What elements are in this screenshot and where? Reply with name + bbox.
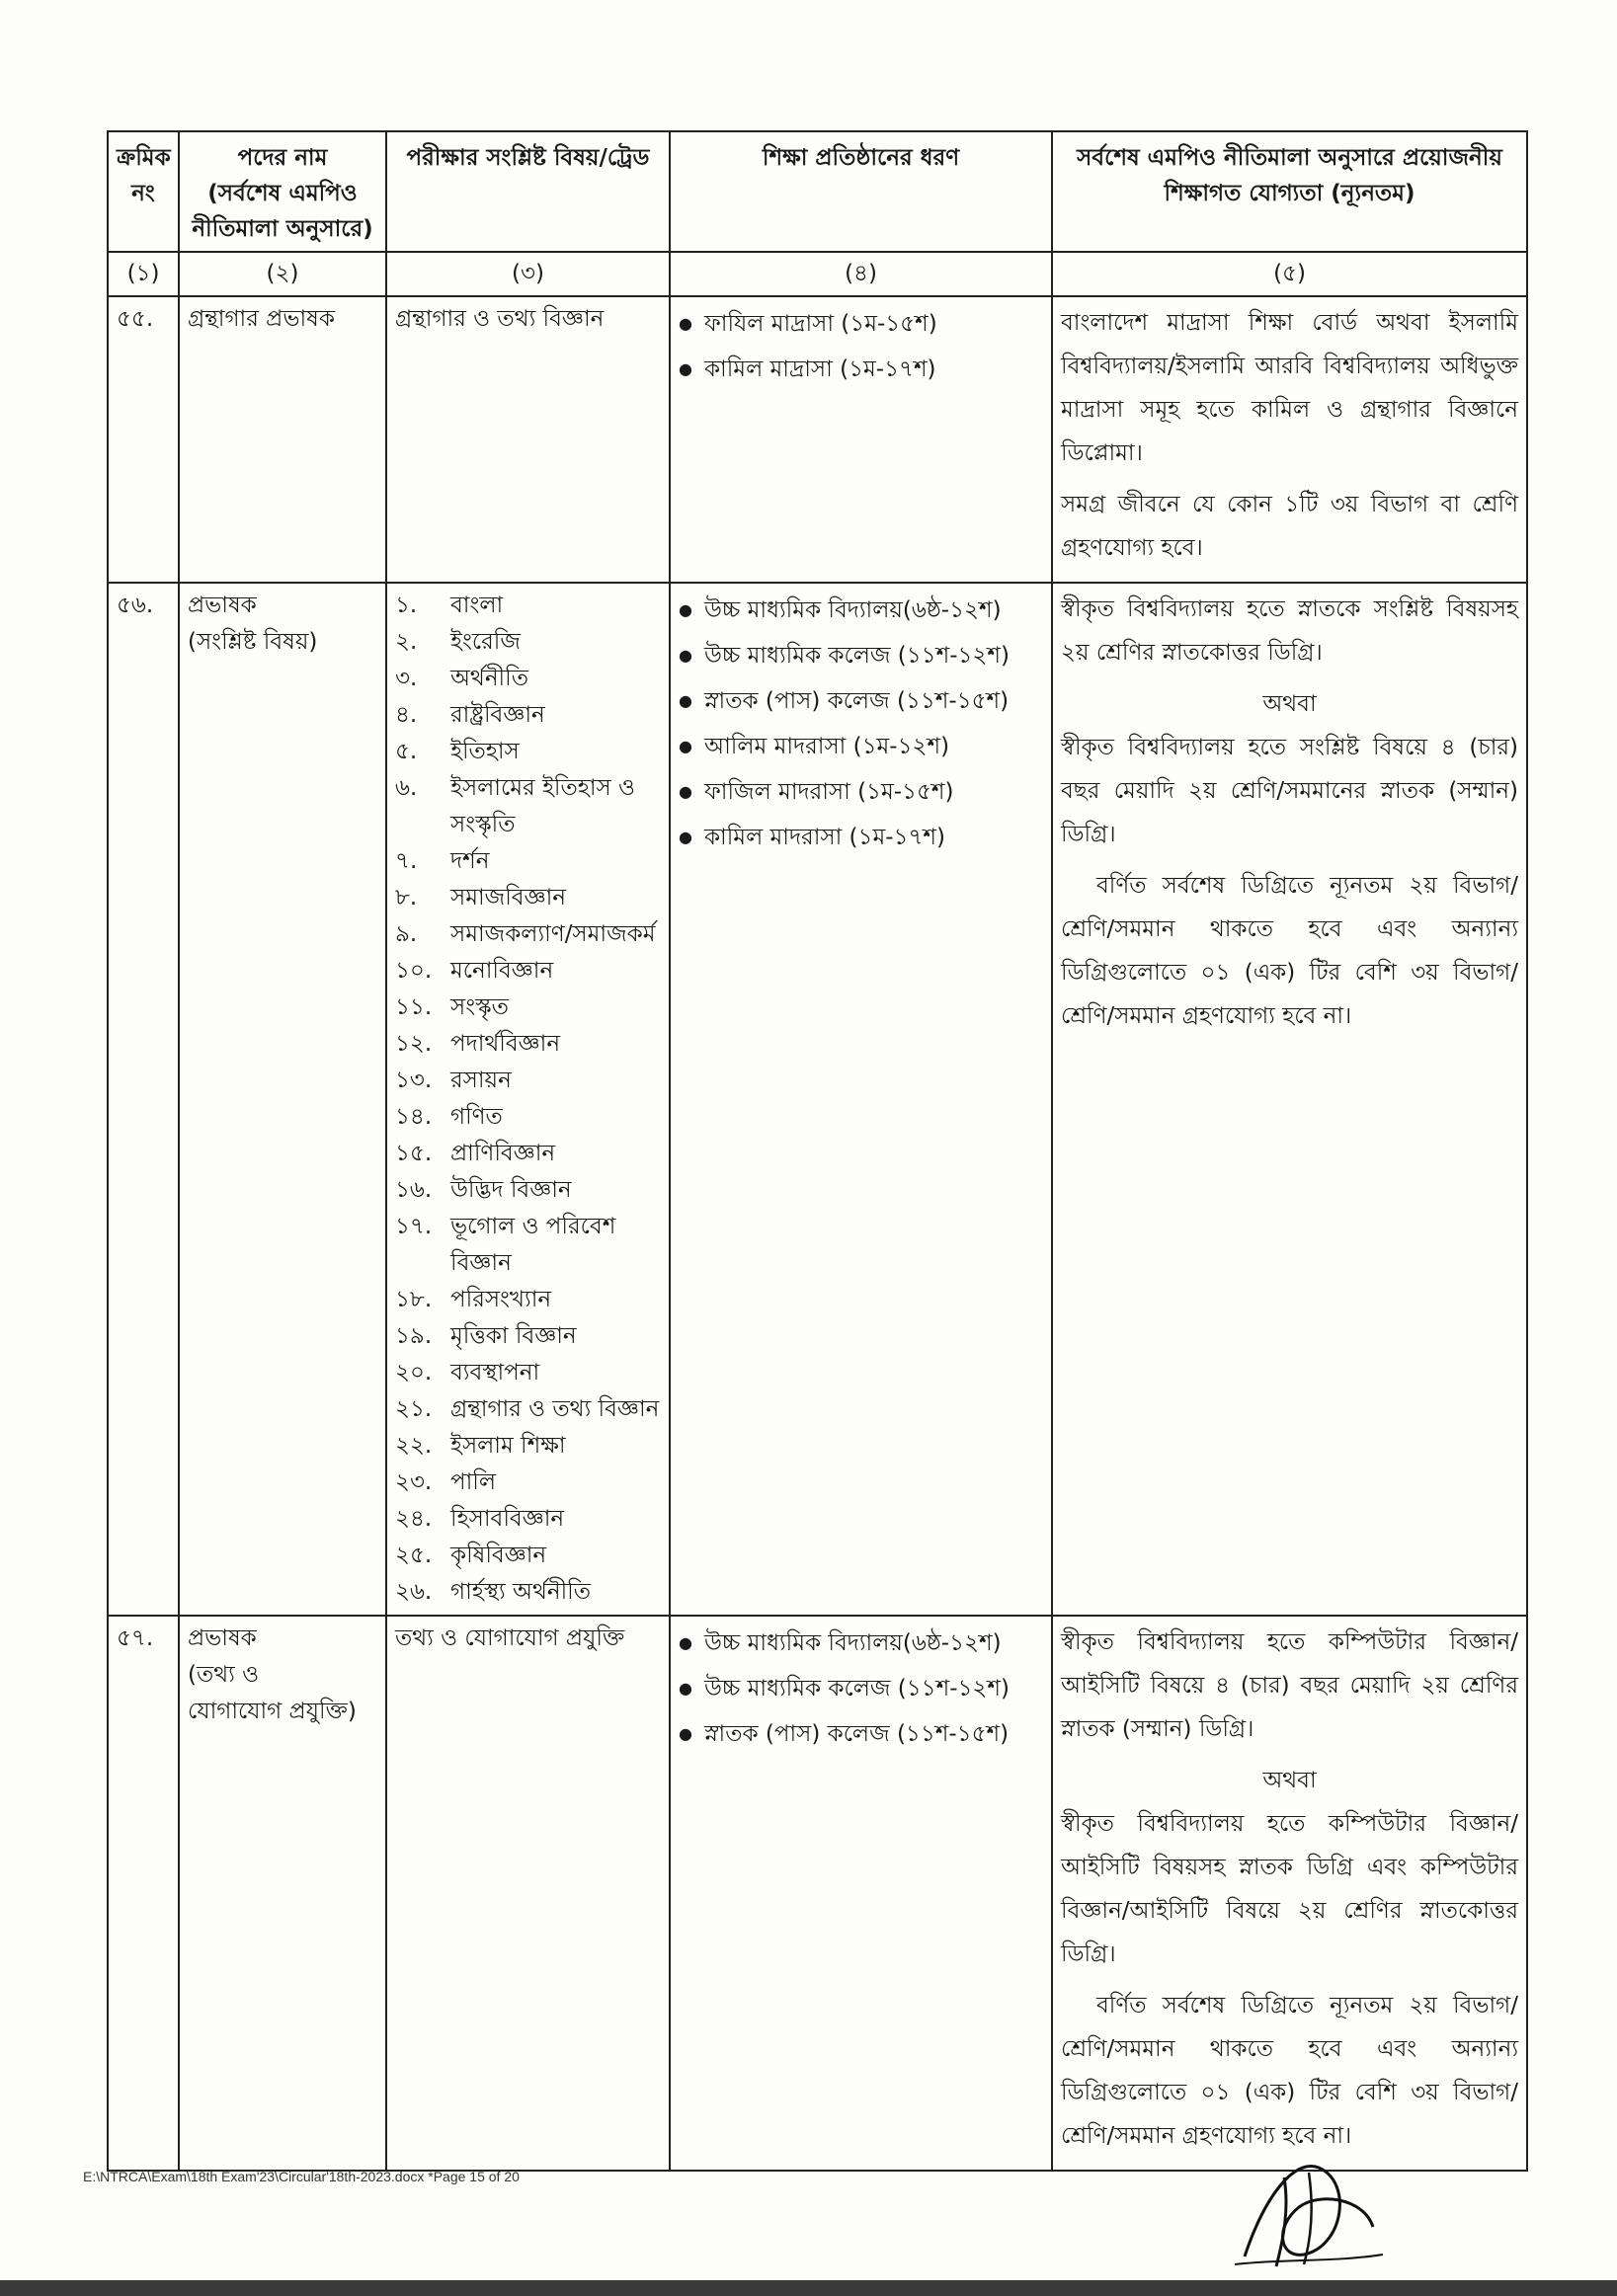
subject-cell — [386, 1616, 670, 2171]
header-line: শিক্ষাগত যোগ্যতা (ন্যূনতম) — [1164, 181, 1415, 206]
subject-number: ২৪. — [395, 1506, 433, 1532]
subject-name: তথ্য ও যোগাযোগ প্রযুক্তি — [395, 1625, 625, 1651]
subject-number: ২০. — [395, 1360, 433, 1386]
subject-number: ২৩. — [395, 1469, 433, 1495]
serial-cell — [108, 296, 179, 583]
post-name: প্রভাষক — [188, 1625, 257, 1651]
subject-number: ৭. — [395, 848, 418, 874]
institution-item: ● উচ্চ মাধ্যমিক বিদ্যালয়(৬ষ্ঠ-১২শ) — [679, 588, 1043, 633]
institution-cell — [670, 1616, 1052, 2171]
column-number: (৫) — [1052, 252, 1527, 296]
header-cell — [670, 131, 1052, 252]
header-line: পদের নাম — [237, 145, 328, 171]
subject-name: মৃত্তিকা বিজ্ঞান — [450, 1323, 577, 1349]
qualification-text: স্বীকৃত বিশ্ববিদ্যালয় হতে কম্পিউটার বিজ্ঞান/আইসিটি বিষয়সহ স্নাতক ডিগ্রি এবং কম্পিউটার বিজ্ঞান/আইসিটি বিষয়ে ২য় শ্রেণির স্নাতকোত্তর ডিগ্রি। — [1061, 1811, 1518, 1967]
qualification-text: বাংলাদেশ মাদ্রাসা শিক্ষা বোর্ড অথবা ইসলামি বিশ্ববিদ্যালয়/ইসলামি আরবি বিশ্ববিদ্যালয় অধিভুক্ত মাদ্রাসা সমূহ হতে কামিল ও গ্রন্থাগার বিজ্ঞানে ডিপ্লোমা। — [1061, 310, 1518, 466]
subject-item — [395, 1099, 661, 1136]
subject-number: ৪. — [395, 702, 418, 728]
subject-number: ২২. — [395, 1433, 433, 1459]
subject-number: ১২. — [395, 1031, 433, 1057]
subject-number: ১০. — [395, 958, 433, 984]
subject-number: ১৮. — [395, 1287, 433, 1312]
column-number: (৩) — [386, 252, 670, 296]
scan-edge-bar — [0, 2280, 1617, 2296]
institution-item: ● স্নাতক (পাস) কলেজ (১১শ-১৫শ) — [679, 678, 1043, 724]
institution-cell — [670, 583, 1052, 1616]
post-name: (তথ্য ও — [188, 1662, 260, 1688]
subject-item — [395, 734, 661, 770]
institution-item: ● আলিম মাদরাসা (১ম-১২শ) — [679, 724, 1043, 769]
header-cell — [386, 131, 670, 252]
column-number: (৪) — [670, 252, 1052, 296]
institution-item: ● উচ্চ মাধ্যমিক কলেজ (১১শ-১২শ) — [679, 1666, 1043, 1711]
subject-number: ১৪. — [395, 1104, 433, 1130]
institution-item: ● কামিল মাদ্রাসা (১ম-১৭শ) — [679, 347, 1043, 392]
header-line: নীতিমালা অনুসারে) — [192, 216, 373, 242]
subject-number: ২৫. — [395, 1543, 433, 1568]
institution-item: ● ফাযিল মাদ্রাসা (১ম-১৫শ) — [679, 301, 1043, 347]
header-cell — [1052, 131, 1527, 252]
serial-cell — [108, 1616, 179, 2171]
subject-number: ১৭. — [395, 1214, 433, 1239]
subject-number: ৮. — [395, 885, 418, 910]
subject-name: কৃষিবিজ্ঞান — [450, 1543, 547, 1568]
table-row — [108, 296, 1527, 583]
subject-number: ২. — [395, 629, 418, 655]
subject-name: সংস্কৃত — [450, 994, 509, 1020]
subject-name: সমাজকল্যাণ/সমাজকর্ম — [450, 921, 656, 947]
subject-item — [395, 990, 661, 1026]
institution-list — [679, 301, 1043, 392]
subject-name: গ্রন্থাগার ও তথ্য বিজ্ঞান — [395, 306, 605, 332]
subject-name: ইংরেজি — [450, 629, 521, 655]
subject-cell — [386, 583, 670, 1616]
post-cell — [179, 296, 386, 583]
subject-number: ৩. — [395, 666, 418, 691]
subject-item — [395, 953, 661, 990]
subject-cell — [386, 296, 670, 583]
subject-name: ব্যবস্থাপনা — [450, 1360, 540, 1386]
subject-item — [395, 1501, 661, 1538]
subject-name: রাষ্ট্রবিজ্ঞান — [450, 702, 545, 728]
subject-name: হিসাববিজ্ঞান — [450, 1506, 565, 1532]
subject-item — [395, 916, 661, 953]
subject-item — [395, 1136, 661, 1172]
qualification-text: স্বীকৃত বিশ্ববিদ্যালয় হতে কম্পিউটার বিজ্ঞান/আইসিটি বিষয়ে ৪ (চার) বছর মেয়াদি ২য় শ্রেণির স্নাতক (সম্মান) ডিগ্রি। — [1061, 1629, 1518, 1742]
subject-name: ইতিহাস — [450, 739, 520, 764]
subject-name: উদ্ভিদ বিজ্ঞান — [450, 1177, 572, 1203]
subject-number: ১৯. — [395, 1323, 433, 1349]
post-name: যোগাযোগ প্রযুক্তি) — [188, 1699, 357, 1724]
subject-name: পদার্থবিজ্ঞান — [450, 1031, 561, 1057]
post-cell — [179, 583, 386, 1616]
column-number: (২) — [179, 252, 386, 296]
subject-item — [395, 1574, 661, 1611]
eligibility-table — [107, 130, 1528, 2172]
institution-item: ● উচ্চ মাধ্যমিক বিদ্যালয়(৬ষ্ঠ-১২শ) — [679, 1621, 1043, 1666]
qualification-text: বর্ণিত সর্বশেষ ডিগ্রিতে ন্যূনতম ২য় বিভাগ/শ্রেণি/সমমান থাকতে হবে এবং অন্যান্য ডিগ্রিগুলোতে ০১ (এক) টির বেশি ৩য় বিভাগ/শ্রেণি/সমমান গ্রহণযোগ্য হবে না। — [1061, 873, 1518, 1029]
subject-item — [395, 624, 661, 661]
subject-name: গ্রন্থাগার ও তথ্য বিজ্ঞান — [450, 1396, 660, 1422]
serial-number: ৫৬. — [117, 593, 154, 618]
subject-item — [395, 1026, 661, 1063]
qualification-text: বর্ণিত সর্বশেষ ডিগ্রিতে ন্যূনতম ২য় বিভাগ/শ্রেণি/সমমান থাকতে হবে এবং অন্যান্য ডিগ্রিগুলোতে ০১ (এক) টির বেশি ৩য় বিভাগ/শ্রেণি/সমমান গ্রহণযোগ্য হবে না। — [1061, 1993, 1518, 2149]
table-row — [108, 1616, 1527, 2171]
subject-item — [395, 843, 661, 880]
institution-list — [679, 588, 1043, 860]
header-line: পরীক্ষার সংশ্লিষ্ট বিষয়/ট্রেড — [406, 145, 650, 171]
subject-name: অর্থনীতি — [450, 666, 528, 691]
subject-name: গণিত — [450, 1104, 503, 1130]
post-name: প্রভাষক — [188, 593, 257, 618]
subject-number: ১৩. — [395, 1068, 433, 1093]
signature-icon — [1225, 2138, 1393, 2276]
institution-item: ● কামিল মাদরাসা (১ম-১৭শ) — [679, 815, 1043, 860]
subject-name: পরিসংখ্যান — [450, 1287, 552, 1312]
subject-name: রসায়ন — [450, 1068, 512, 1093]
subject-name: দর্শন — [450, 848, 490, 874]
institution-cell — [670, 296, 1052, 583]
subject-item — [395, 1465, 661, 1501]
qualification-text: অথবা — [1262, 691, 1317, 717]
subject-list — [395, 588, 661, 1611]
subject-item — [395, 1355, 661, 1391]
column-number: (১) — [108, 252, 179, 296]
subject-number: ২৬. — [395, 1579, 433, 1605]
subject-number: ১৫. — [395, 1141, 433, 1166]
subject-name: প্রাণিবিজ্ঞান — [450, 1141, 556, 1166]
qualification-cell — [1052, 296, 1527, 583]
serial-number: ৫৭. — [117, 1625, 154, 1651]
header-line: নং — [131, 181, 155, 206]
institution-item: ● ফাজিল মাদরাসা (১ম-১৫শ) — [679, 769, 1043, 815]
subject-number: ১. — [395, 593, 418, 618]
qualification-text: সমগ্র জীবনে যে কোন ১টি ৩য় বিভাগ বা শ্রেণি গ্রহণযোগ্য হবে। — [1061, 492, 1518, 561]
header-line: সর্বশেষ এমপিও নীতিমালা অনুসারে প্রয়োজনীয় — [1077, 145, 1502, 171]
qualification-cell — [1052, 583, 1527, 1616]
subject-item — [395, 1209, 661, 1282]
subject-number: ২১. — [395, 1396, 433, 1422]
subject-item — [395, 880, 661, 916]
subject-item — [395, 1318, 661, 1355]
header-cell — [179, 131, 386, 252]
qualification-cell — [1052, 1616, 1527, 2171]
column-number-row — [108, 252, 1527, 296]
subject-name: সমাজবিজ্ঞান — [450, 885, 567, 910]
header-line: ক্রমিক — [117, 145, 171, 171]
post-name: (সংশ্লিষ্ট বিষয়) — [188, 629, 318, 655]
subject-name: পালি — [450, 1469, 496, 1495]
institution-item: ● স্নাতক (পাস) কলেজ (১১শ-১৫শ) — [679, 1711, 1043, 1757]
subject-name: গার্হস্থ্য অর্থনীতি — [450, 1579, 591, 1605]
subject-name: মনোবিজ্ঞান — [450, 958, 554, 984]
post-cell — [179, 1616, 386, 2171]
qualification-text: স্বীকৃত বিশ্ববিদ্যালয় হতে সংশ্লিষ্ট বিষয়ে ৪ (চার) বছর মেয়াদি ২য় শ্রেণি/সমমানের স্নাতক (সম্মান) ডিগ্রি। — [1061, 735, 1518, 847]
subject-item — [395, 661, 661, 697]
footer-file-path: E:\NTRCA\Exam\18th Exam'23\Circular'18th-2023.docx *Page 15 of 20 — [83, 2169, 520, 2184]
subject-item — [395, 1063, 661, 1099]
subject-item — [395, 1282, 661, 1318]
subject-number: ৬. — [395, 775, 418, 801]
serial-cell — [108, 583, 179, 1616]
subject-item — [395, 697, 661, 734]
subject-item — [395, 1428, 661, 1465]
header-cell — [108, 131, 179, 252]
subject-item — [395, 770, 661, 843]
table-row — [108, 583, 1527, 1616]
subject-name: ইসলাম শিক্ষা — [450, 1433, 566, 1459]
subject-item — [395, 588, 661, 624]
subject-item — [395, 1172, 661, 1209]
subject-name: ইসলামের ইতিহাস ও সংস্কৃতি — [450, 775, 635, 837]
subject-number: ১১. — [395, 994, 433, 1020]
subject-name: বাংলা — [450, 593, 504, 618]
header-line: শিক্ষা প্রতিষ্ঠানের ধরণ — [762, 145, 960, 171]
qualification-text: স্বীকৃত বিশ্ববিদ্যালয় হতে স্নাতকে সংশ্লিষ্ট বিষয়সহ ২য় শ্রেণির স্নাতকোত্তর ডিগ্রি। — [1061, 596, 1518, 666]
institution-list — [679, 1621, 1043, 1757]
subject-number: ১৬. — [395, 1177, 433, 1203]
qualification-text: অথবা — [1262, 1768, 1317, 1793]
header-row — [108, 131, 1527, 252]
serial-number: ৫৫. — [117, 306, 154, 332]
table-body — [108, 296, 1527, 2171]
subject-name: ভূগোল ও পরিবেশ বিজ্ঞান — [450, 1214, 616, 1276]
header-line: (সর্বশেষ এমপিও — [207, 181, 358, 206]
subject-item — [395, 1538, 661, 1574]
subject-number: ৫. — [395, 739, 418, 764]
institution-item: ● উচ্চ মাধ্যমিক কলেজ (১১শ-১২শ) — [679, 633, 1043, 678]
post-name: গ্রন্থাগার প্রভাষক — [188, 306, 335, 332]
subject-number: ৯. — [395, 921, 418, 947]
subject-item — [395, 1391, 661, 1428]
